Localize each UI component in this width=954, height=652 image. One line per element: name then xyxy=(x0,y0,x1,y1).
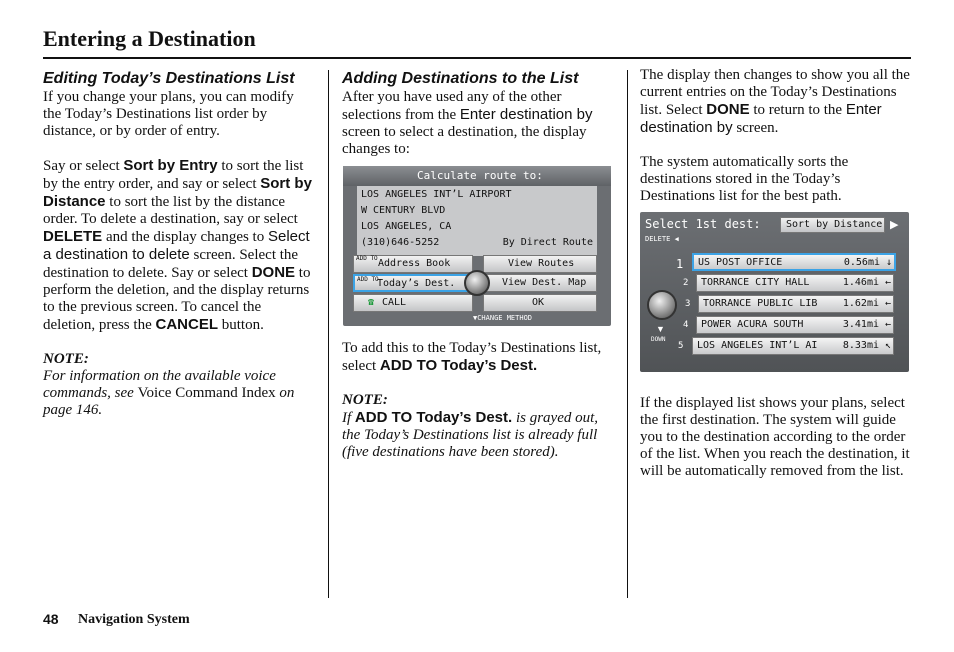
screen-title-bar xyxy=(343,166,611,186)
term-sort-by-entry: Sort by Entry xyxy=(123,157,218,174)
sort-by-distance-button[interactable]: Sort by Distance xyxy=(780,217,885,233)
term-enter-destination-by: Enter destination by xyxy=(459,106,593,123)
term-cancel: CANCEL xyxy=(155,316,218,333)
note-grayed-out: If ADD TO Today’s Dest. is grayed out, the Today’s Destinations list is already full (five destinations have been stored). xyxy=(342,409,599,460)
destination-row-2[interactable]: TORRANCE CITY HALL 1.46mi ← xyxy=(696,274,894,292)
down-label: DOWN xyxy=(651,336,666,343)
term-enter-destination-by-2: Enter destination by xyxy=(640,101,882,136)
direction-arrow-icon: ← xyxy=(884,319,891,330)
title-rule xyxy=(43,57,911,59)
joystick-knob-icon xyxy=(464,270,490,296)
call-button[interactable]: ☎ CALL xyxy=(353,294,473,312)
destination-phone: (310)646-5252 xyxy=(361,237,440,248)
row-number-5: 5 xyxy=(678,341,684,351)
destination-street: W CENTURY BLVD xyxy=(361,205,446,216)
view-routes-button[interactable]: View Routes xyxy=(483,255,597,273)
down-triangle-icon-2: ▼ xyxy=(656,324,665,334)
todays-dest-button[interactable]: ADD TO Today’s Dest. xyxy=(353,274,479,292)
row-number-4: 4 xyxy=(683,320,689,330)
view-dest-map-button[interactable]: View Dest. Map xyxy=(483,274,597,292)
route-method: By Direct Route xyxy=(502,237,593,248)
page-title: Entering a Destination xyxy=(43,26,256,51)
screenshot-select-first-dest xyxy=(640,212,909,372)
destination-info-panel xyxy=(357,186,597,256)
add-to-tag-1: ADD TO xyxy=(356,255,378,262)
destination-name: LOS ANGELES INT’L AIRPORT xyxy=(361,189,512,200)
destination-row-5[interactable]: LOS ANGELES INT’L AI 8.33mi ↖ xyxy=(692,337,894,355)
screenshot-calculate-route xyxy=(343,166,611,326)
term-select-destination-to-delete: Select a destination to delete xyxy=(43,228,310,263)
change-method-hint: ▼CHANGE METHOD xyxy=(473,314,533,322)
paragraph-change-plans: If you change your plans, you can modify the Today’s Destinations list order by distance, or by order of entry. xyxy=(43,89,294,139)
column-divider-1 xyxy=(328,70,329,598)
direction-arrow-icon: ← xyxy=(884,277,891,288)
paragraph-guide-destination: If the displayed list shows your plans, select the first destination. The system will guide you to the destination according to the order of the list. When you reach the destination, it will be automatically removed from the list. xyxy=(640,395,910,479)
link-voice-command-index: Voice Command Index xyxy=(137,385,276,401)
left-triangle-icon: ◀ xyxy=(674,235,679,243)
term-delete: DELETE xyxy=(43,228,103,245)
add-to-tag-2: ADD TO xyxy=(357,276,379,283)
note-heading-2: NOTE: xyxy=(342,392,388,408)
paragraph-sort-delete: Say or select Sort by Entry to sort the list by the entry order, and say or select Sort by Distance to sort the list by the distance order. To delete a destination, say or select DELETE and the display changes to Select a destination to delete screen. Select the destination to delete. Say or select DONE to perform the deletion, and the display returns to the previous screen. To cancel the deletion, press the CANCEL button. xyxy=(43,157,312,333)
heading-adding-destinations: Adding Destinations to the List xyxy=(342,70,579,87)
destination-city: LOS ANGELES, CA xyxy=(361,221,452,232)
paragraph-add-to-list: To add this to the Today’s Destinations list, select ADD TO Today’s Dest. xyxy=(342,340,602,374)
paragraph-display-changes: The display then changes to show you all the current entries on the Today’s Destinations list. Select DONE to return to the Enter destination by screen. xyxy=(640,67,910,136)
direction-arrow-icon: ↖ xyxy=(884,340,891,351)
direction-arrow-icon: ← xyxy=(884,298,891,309)
row-number-3: 3 xyxy=(685,299,691,309)
row-number-1: 1 xyxy=(676,257,684,271)
phone-icon: ☎ xyxy=(368,297,375,308)
page-number: 48 xyxy=(43,611,59,627)
delete-label: DELETE ◀ xyxy=(645,235,679,243)
down-triangle-icon: ▼ xyxy=(473,314,478,322)
footer-section: Navigation System xyxy=(78,612,190,627)
term-add-to-todays-dest: ADD TO Today’s Dest. xyxy=(379,357,538,374)
destination-row-4[interactable]: POWER ACURA SOUTH 3.41mi ← xyxy=(696,316,894,334)
term-done-2: DONE xyxy=(706,101,750,118)
joystick-knob-icon-2 xyxy=(647,290,677,320)
note-voice-commands: For information on the available voice commands, see Voice Command Index on page 146. xyxy=(43,368,295,418)
ok-button[interactable]: OK xyxy=(483,294,597,312)
term-sort-by-distance: Sort by Distance xyxy=(43,175,312,210)
column-editing xyxy=(43,67,315,419)
row-number-2: 2 xyxy=(683,278,689,288)
term-add-to-todays-dest-note: ADD TO Today’s Dest. xyxy=(354,409,513,426)
term-done: DONE xyxy=(251,264,296,281)
heading-editing-todays-destinations: Editing Today’s Destinations List xyxy=(43,70,295,87)
paragraph-after-selection: After you have used any of the other selections from the Enter destination by screen to select a destination, the display changes to: xyxy=(342,89,593,157)
direction-arrow-icon: ↓ xyxy=(885,257,892,268)
screen-title-2: Select 1st dest: xyxy=(645,217,761,231)
paragraph-auto-sort: The system automatically sorts the destinations stored in the Today’s Destinations list for the best path. xyxy=(640,154,849,204)
destination-row-3[interactable]: TORRANCE PUBLIC LIB 1.62mi ← xyxy=(698,295,894,313)
address-book-button[interactable]: ADD TO Address Book xyxy=(353,255,473,273)
destination-row-1[interactable]: US POST OFFICE 0.56mi ↓ xyxy=(692,253,896,271)
note-heading-1: NOTE: xyxy=(43,351,89,367)
column-divider-2 xyxy=(627,70,628,598)
screen-title: Calculate route to: xyxy=(417,169,543,182)
right-triangle-icon: ▶ xyxy=(890,219,899,231)
